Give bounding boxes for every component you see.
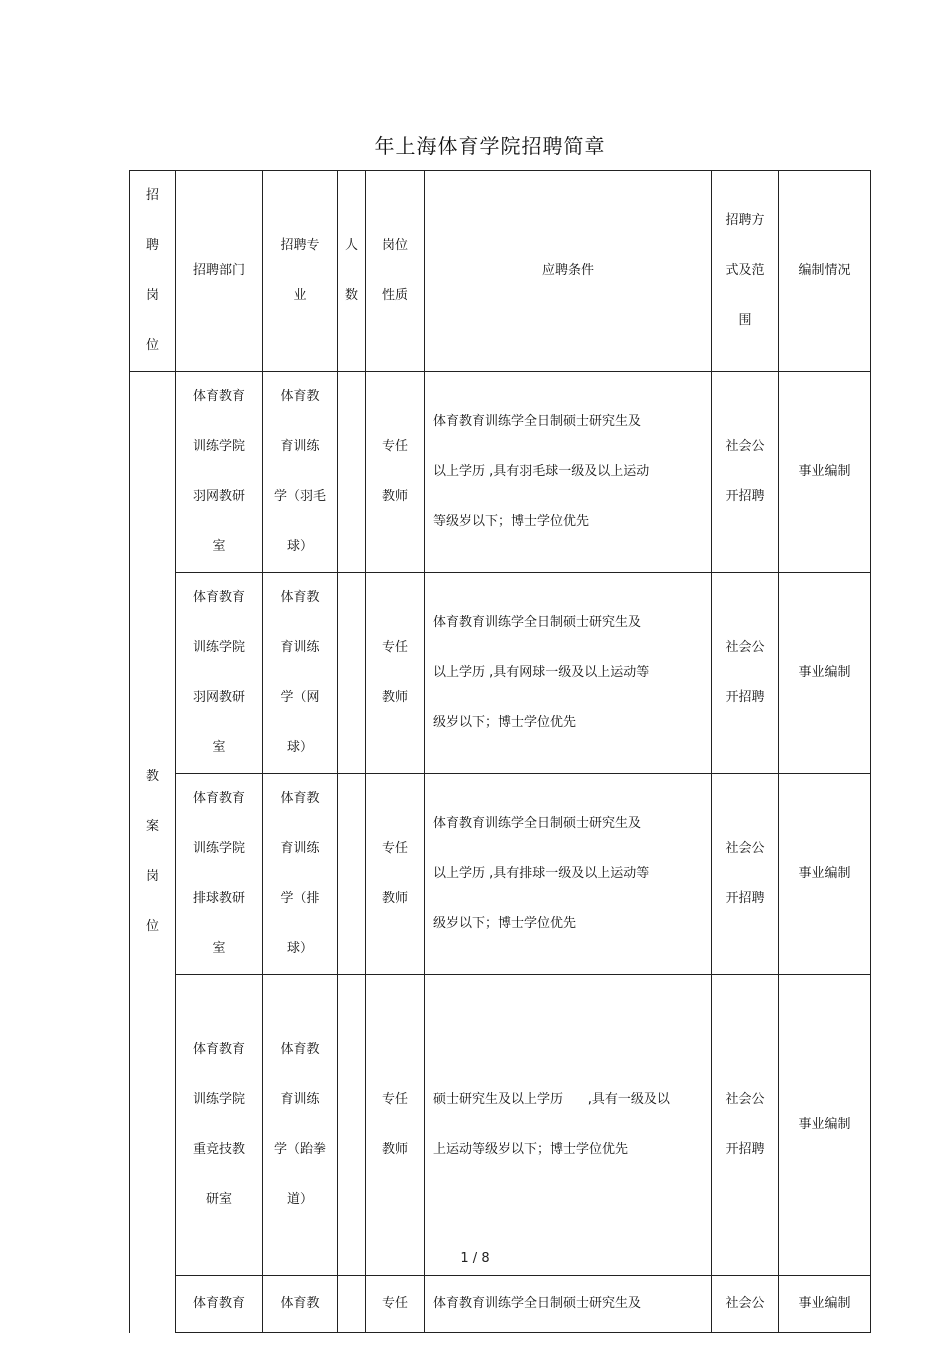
cell-staffing: 事业编制	[779, 573, 871, 774]
cell-nature: 专任	[366, 1276, 425, 1333]
header-row	[130, 171, 871, 372]
cell-requirements: 体育教育训练学全日制硕士研究生及 以上学历 ,具有排球一级及以上运动等 级岁以下；博士学位优先	[425, 774, 712, 975]
cell-major: 体育教 育训练 学（跆拳 道）	[263, 975, 338, 1276]
recruitment-table	[129, 170, 871, 1333]
table-row	[130, 774, 871, 975]
document-title: 年上海体育学院招聘简章	[374, 134, 606, 158]
cell-department: 体育教育 训练学院 羽网教研 室	[176, 372, 263, 573]
recruitment-table-wrapper	[129, 170, 871, 1333]
cell-staffing: 事业编制	[779, 975, 871, 1276]
cell-major: 体育教 育训练 学（排 球）	[263, 774, 338, 975]
cell-method: 社会公 开招聘	[712, 975, 779, 1276]
cell-staffing: 事业编制	[779, 1276, 871, 1333]
cell-count	[338, 975, 366, 1276]
cell-requirements: 体育教育训练学全日制硕士研究生及 以上学历 ,具有羽毛球一级及以上运动 等级岁以下；博士学位优先	[425, 372, 712, 573]
cell-method: 社会公 开招聘	[712, 573, 779, 774]
cell-department: 体育教育	[176, 1276, 263, 1333]
cell-major: 体育教	[263, 1276, 338, 1333]
cell-method: 社会公 开招聘	[712, 372, 779, 573]
cell-nature: 专任 教师	[366, 975, 425, 1276]
cell-method: 社会公	[712, 1276, 779, 1333]
table-row	[130, 573, 871, 774]
table-row	[130, 372, 871, 573]
header-count: 人 数	[338, 171, 366, 372]
group-label-cell: 教 案 岗 位	[130, 372, 176, 1333]
cell-nature: 专任 教师	[366, 372, 425, 573]
cell-method: 社会公 开招聘	[712, 774, 779, 975]
cell-staffing: 事业编制	[779, 774, 871, 975]
cell-count	[338, 573, 366, 774]
header-method: 招聘方 式及范 围	[712, 171, 779, 372]
header-major: 招聘专 业	[263, 171, 338, 372]
cell-count	[338, 1276, 366, 1333]
cell-department: 体育教育 训练学院 羽网教研 室	[176, 573, 263, 774]
cell-requirements: 体育教育训练学全日制硕士研究生及 以上学历 ,具有网球一级及以上运动等 级岁以下；博士学位优先	[425, 573, 712, 774]
header-position: 招 聘 岗 位	[130, 171, 176, 372]
cell-requirements: 硕士研究生及以上学历 ,具有一级及以 上运动等级岁以下；博士学位优先	[425, 975, 712, 1276]
cell-count	[338, 774, 366, 975]
cell-major: 体育教 育训练 学（网 球）	[263, 573, 338, 774]
header-department: 招聘部门	[176, 171, 263, 372]
cell-nature: 专任 教师	[366, 774, 425, 975]
cell-nature: 专任 教师	[366, 573, 425, 774]
page-number: 1 / 8	[460, 1251, 490, 1266]
cell-department: 体育教育 训练学院 排球教研 室	[176, 774, 263, 975]
header-requirements: 应聘条件	[425, 171, 712, 372]
cell-requirements: 体育教育训练学全日制硕士研究生及	[425, 1276, 712, 1333]
table-row	[130, 1276, 871, 1333]
cell-department: 体育教育 训练学院 重竞技教 研室	[176, 975, 263, 1276]
table-row	[130, 975, 871, 1276]
cell-count	[338, 372, 366, 573]
header-nature: 岗位 性质	[366, 171, 425, 372]
cell-major: 体育教 育训练 学（羽毛 球）	[263, 372, 338, 573]
cell-staffing: 事业编制	[779, 372, 871, 573]
header-staffing: 编制情况	[779, 171, 871, 372]
